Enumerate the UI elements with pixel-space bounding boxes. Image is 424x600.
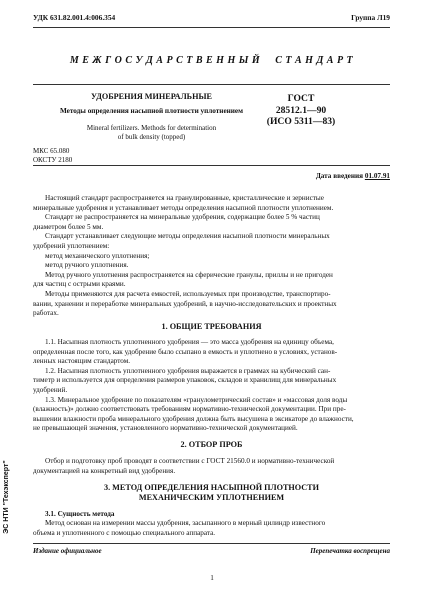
text-line: метод механического уплотнения; — [45, 251, 150, 260]
text-line: Отбор и подготовку проб проводят в соответствии с ГОСТ 21560.0 и нормативно-технической — [45, 457, 335, 465]
text-line: диаметром более 5 мм. — [33, 222, 104, 231]
section3-heading-line: МЕХАНИЧЕСКИМ УПЛОТНЕНИЕМ — [138, 493, 285, 503]
section2-text — [33, 457, 390, 476]
text-line: 1.2. Насыпная плотность уплотненного удобрения выражается в граммах на кубический сан- — [45, 366, 331, 375]
text-line: удобрений. — [33, 385, 68, 394]
text-line: 1.1. Насыпная плотность уплотненного удобрения — это масса удобрения на единицу объема, — [45, 338, 334, 346]
okstu-code: ОКСТУ 2180 — [33, 155, 73, 164]
text-line: не превышающей значения, установленного нормативно-технической документацией. — [33, 424, 298, 433]
effective-date-label: Дата введения — [315, 172, 365, 180]
english-title-line: Mineral fertilizers. Methods for determination — [86, 124, 217, 132]
effective-date-value: 01.07.91 — [364, 172, 390, 180]
side-stamp: ЭС НТИ "Техэксперт" — [3, 460, 10, 534]
section3-heading-line: 3. МЕТОД ОПРЕДЕЛЕНИЯ НАСЫПНОЙ ПЛОТНОСТИ — [103, 483, 320, 492]
classification-codes — [33, 147, 72, 164]
section1-heading: 1. ОБЩИЕ ТРЕБОВАНИЯ — [161, 322, 262, 331]
group-code: Группа Л19 — [351, 13, 390, 22]
gost-label: ГОСТ — [287, 93, 315, 104]
title-rule — [33, 165, 390, 166]
section2-heading: 2. ОТБОР ПРОБ — [180, 440, 243, 449]
text-line: Настоящий стандарт распространяется на гранулированные, кристаллические и зернистые — [45, 194, 324, 202]
text-line: для частиц с острыми краями. — [33, 280, 126, 289]
english-title — [33, 124, 270, 142]
doc-subtitle: Методы определения насыпной плотности уплотнением — [59, 107, 244, 115]
gost-number: 28512.1—90 — [275, 104, 327, 116]
text-line: Стандарт не распространяется на минеральные удобрения, содержащие более 5 % частиц — [45, 213, 320, 222]
text-line: удобрений уплотнением: — [33, 241, 110, 250]
effective-date — [260, 172, 390, 180]
section1-text — [33, 338, 390, 434]
text-line: Методы применяются для расчета емкостей, используемых при производстве, транспортиро- — [45, 289, 331, 298]
header-rule-top — [33, 27, 390, 28]
text-line: вышении влажности проба минерального удобрения должна быть высушена в эксикаторе до влажности, — [33, 414, 354, 423]
footer-official-edition: Издание официальное — [33, 547, 102, 555]
text-line: документацией на конкретный вид удобрения. — [33, 466, 176, 475]
text-line: тиметр и используется для определения размеров упаковок, складов и хранилищ для минеральных — [33, 376, 337, 385]
text-line: минеральные удобрения и устанавливает методы определения насыпной плотности уплотнением. — [33, 203, 334, 212]
footer-rule — [33, 543, 390, 544]
doc-title: УДОБРЕНИЯ МИНЕРАЛЬНЫЕ — [91, 92, 212, 101]
page-number: 1 — [210, 574, 214, 582]
text-line: ленных настоящим стандартом. — [33, 357, 131, 366]
text-line: работах. — [33, 309, 59, 318]
text-line: объема и уплотненного с помощью специального аппарата. — [33, 528, 216, 537]
section3-heading — [33, 483, 390, 504]
mks-code: МКС 65.080 — [33, 147, 70, 155]
text-line: определенная после того, как удобрение было ссыпано в емкость и уплотнено в условиях, установ- — [33, 347, 338, 356]
text-line: (влажность)» должно соответствовать требованиям нормативно-технической документации. При пре- — [33, 405, 346, 414]
iso-number: (ИСО 5311—83) — [266, 116, 336, 127]
section3-text — [33, 519, 390, 538]
text-line: метод ручного уплотнения. — [45, 261, 129, 270]
text-line: Метод ручного уплотнения распространяется на сферические гранулы, приллы и не пригоден — [45, 270, 333, 279]
intro-text — [33, 194, 390, 319]
standard-type: М Е Ж Г О С У Д А Р С Т В Е Н Н Ы Й С Т А Н Д А Р Т — [69, 55, 354, 66]
udk-code: УДК 631.82.001.4:006.354 — [33, 13, 116, 22]
header-rule-bottom — [33, 84, 390, 85]
text-line: вании, хранении и переработке минеральных удобрений, в научно-исследовательских и проектных — [33, 299, 337, 308]
english-title-line: of bulk density (topped) — [117, 133, 186, 141]
gost-designation — [262, 93, 340, 128]
text-line: Стандарт устанавливает следующие методы определения насыпной плотности минеральных — [45, 232, 330, 241]
text-line: 1.3. Минеральное удобрение по показателям «гранулометрический состав» и «массовая доля воды — [45, 395, 348, 404]
footer-reprint-prohibited: Перепечатка воспрещена — [310, 547, 390, 555]
text-line: Метод основан на измерении массы удобрения, засыпанного в мерный цилиндр известного — [45, 519, 326, 527]
subsection-heading: 3.1. Сущность метода — [45, 510, 115, 518]
